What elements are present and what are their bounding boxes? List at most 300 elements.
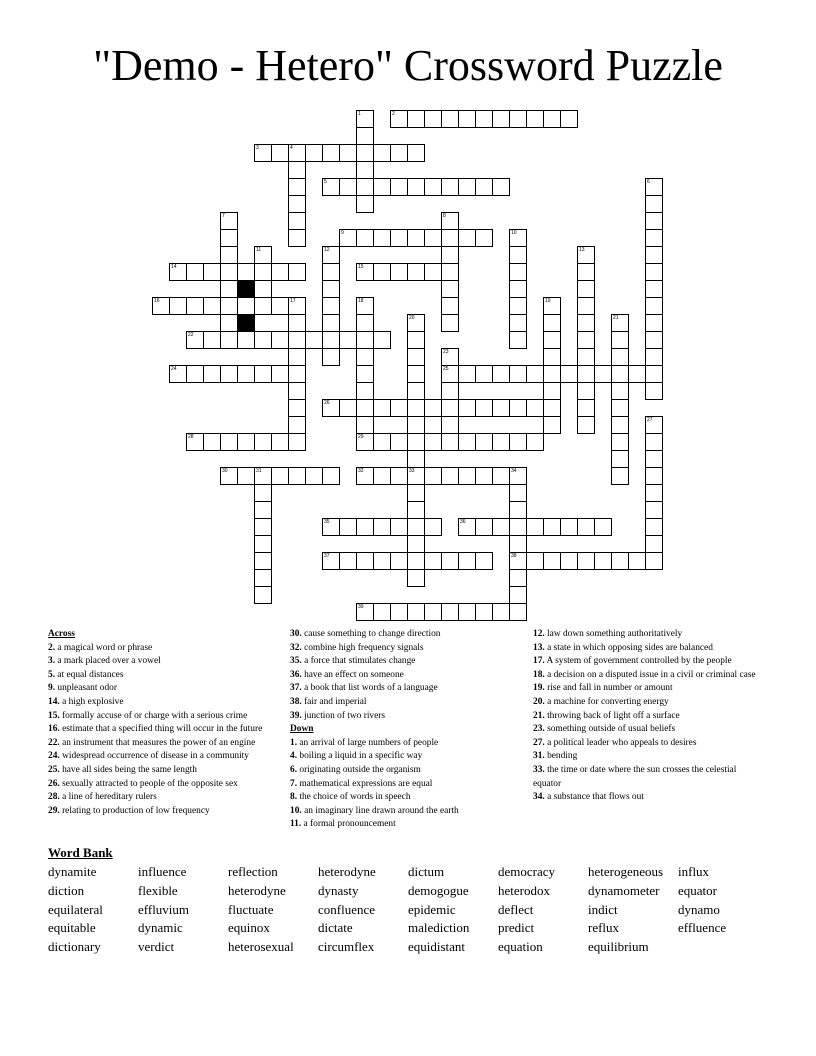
grid-cell[interactable] [492,399,510,417]
grid-cell[interactable] [543,399,561,417]
grid-cell[interactable] [526,552,544,570]
grid-cell[interactable] [322,263,340,281]
grid-cell[interactable] [509,399,527,417]
grid-cell[interactable] [407,433,425,451]
grid-cell[interactable] [424,552,442,570]
grid-cell[interactable] [424,433,442,451]
grid-cell[interactable] [628,365,646,383]
grid-cell[interactable] [254,433,272,451]
grid-cell[interactable] [186,433,204,451]
grid-cell[interactable] [645,246,663,264]
grid-cell[interactable] [305,144,323,162]
grid-cell[interactable] [356,399,374,417]
grid-cell[interactable] [407,382,425,400]
grid-cell[interactable] [509,603,527,621]
grid-cell[interactable] [390,178,408,196]
grid-cell[interactable] [407,416,425,434]
grid-cell[interactable] [475,433,493,451]
grid-cell[interactable] [424,467,442,485]
grid-cell[interactable] [458,399,476,417]
grid-cell[interactable] [407,178,425,196]
grid-cell[interactable] [356,110,374,128]
grid-cell[interactable] [458,365,476,383]
grid-cell[interactable] [543,110,561,128]
grid-cell[interactable] [254,246,272,264]
grid-cell[interactable] [390,229,408,247]
grid-cell[interactable] [305,331,323,349]
grid-cell[interactable] [288,399,306,417]
grid-cell[interactable] [441,263,459,281]
grid-cell[interactable] [611,467,629,485]
grid-cell[interactable] [373,518,391,536]
grid-cell[interactable] [288,314,306,332]
grid-cell[interactable] [645,382,663,400]
grid-cell[interactable] [526,365,544,383]
grid-cell[interactable] [611,450,629,468]
grid-cell[interactable] [288,416,306,434]
grid-cell[interactable] [543,297,561,315]
grid-cell[interactable] [645,552,663,570]
grid-cell[interactable] [288,365,306,383]
grid-cell[interactable] [339,178,357,196]
grid-cell[interactable] [373,552,391,570]
grid-cell[interactable] [628,552,646,570]
grid-cell[interactable] [356,161,374,179]
grid-cell[interactable] [407,484,425,502]
grid-cell[interactable] [509,280,527,298]
grid-cell[interactable] [509,365,527,383]
grid-cell[interactable] [271,365,289,383]
grid-cell[interactable] [407,603,425,621]
grid-cell[interactable] [322,144,340,162]
grid-cell[interactable] [322,331,340,349]
grid-cell[interactable] [407,365,425,383]
grid-cell[interactable] [526,433,544,451]
grid-cell[interactable] [441,399,459,417]
grid-cell[interactable] [390,603,408,621]
grid-cell[interactable] [441,110,459,128]
grid-cell[interactable] [373,229,391,247]
grid-cell[interactable] [254,501,272,519]
grid-cell[interactable] [543,382,561,400]
grid-cell[interactable] [645,280,663,298]
grid-cell[interactable] [186,263,204,281]
grid-cell[interactable] [407,263,425,281]
grid-cell[interactable] [305,467,323,485]
grid-cell[interactable] [645,535,663,553]
grid-cell[interactable] [356,314,374,332]
grid-cell[interactable] [560,518,578,536]
grid-cell[interactable] [458,229,476,247]
grid-cell[interactable] [475,365,493,383]
grid-cell[interactable] [424,110,442,128]
grid-cell[interactable] [492,365,510,383]
grid-cell[interactable] [577,399,595,417]
grid-cell[interactable] [458,552,476,570]
grid-cell[interactable] [645,433,663,451]
grid-cell[interactable] [322,399,340,417]
grid-cell[interactable] [594,518,612,536]
grid-cell[interactable] [271,263,289,281]
grid-cell[interactable] [645,195,663,213]
grid-cell[interactable] [509,552,527,570]
grid-cell[interactable] [169,297,187,315]
grid-cell[interactable] [611,433,629,451]
grid-cell[interactable] [492,467,510,485]
grid-cell[interactable] [611,382,629,400]
grid-cell[interactable] [356,416,374,434]
grid-cell[interactable] [322,552,340,570]
grid-cell[interactable] [288,229,306,247]
grid-cell[interactable] [611,365,629,383]
grid-cell[interactable] [390,110,408,128]
grid-cell[interactable] [441,416,459,434]
grid-cell[interactable] [390,144,408,162]
grid-cell[interactable] [237,433,255,451]
grid-cell[interactable] [543,365,561,383]
grid-cell[interactable] [220,467,238,485]
grid-cell[interactable] [220,263,238,281]
grid-cell[interactable] [254,518,272,536]
grid-cell[interactable] [645,365,663,383]
grid-cell[interactable] [373,144,391,162]
grid-cell[interactable] [492,178,510,196]
grid-cell[interactable] [254,467,272,485]
grid-cell[interactable] [475,178,493,196]
grid-cell[interactable] [220,280,238,298]
grid-cell[interactable] [407,501,425,519]
grid-cell[interactable] [373,331,391,349]
grid-cell[interactable] [288,161,306,179]
grid-cell[interactable] [509,263,527,281]
grid-cell[interactable] [373,263,391,281]
grid-cell[interactable] [407,535,425,553]
grid-cell[interactable] [339,144,357,162]
grid-cell[interactable] [339,399,357,417]
grid-cell[interactable] [237,297,255,315]
grid-cell[interactable] [356,467,374,485]
grid-cell[interactable] [526,518,544,536]
grid-cell[interactable] [645,178,663,196]
grid-cell[interactable] [237,263,255,281]
grid-cell[interactable] [356,263,374,281]
grid-cell[interactable] [611,314,629,332]
grid-cell[interactable] [186,297,204,315]
grid-cell[interactable] [288,144,306,162]
grid-cell[interactable] [407,110,425,128]
grid-cell[interactable] [458,178,476,196]
grid-cell[interactable] [441,229,459,247]
grid-cell[interactable] [186,331,204,349]
grid-cell[interactable] [152,297,170,315]
grid-cell[interactable] [254,484,272,502]
grid-cell[interactable] [288,263,306,281]
grid-cell[interactable] [492,603,510,621]
grid-cell[interactable] [254,365,272,383]
grid-cell[interactable] [356,348,374,366]
grid-cell[interactable] [509,586,527,604]
grid-cell[interactable] [254,552,272,570]
grid-cell[interactable] [254,569,272,587]
grid-cell[interactable] [390,518,408,536]
grid-cell[interactable] [611,331,629,349]
grid-cell[interactable] [220,212,238,230]
grid-cell[interactable] [645,314,663,332]
grid-cell[interactable] [577,314,595,332]
grid-cell[interactable] [356,195,374,213]
grid-cell[interactable] [475,229,493,247]
grid-cell[interactable] [645,450,663,468]
grid-cell[interactable] [203,365,221,383]
grid-cell[interactable] [169,263,187,281]
grid-cell[interactable] [509,297,527,315]
grid-cell[interactable] [441,603,459,621]
grid-cell[interactable] [441,467,459,485]
grid-cell[interactable] [475,603,493,621]
grid-cell[interactable] [407,518,425,536]
grid-cell[interactable] [356,603,374,621]
grid-cell[interactable] [220,246,238,264]
grid-cell[interactable] [577,382,595,400]
grid-cell[interactable] [526,110,544,128]
grid-cell[interactable] [203,297,221,315]
grid-cell[interactable] [339,331,357,349]
grid-cell[interactable] [475,552,493,570]
grid-cell[interactable] [441,280,459,298]
grid-cell[interactable] [356,297,374,315]
grid-cell[interactable] [407,450,425,468]
grid-cell[interactable] [424,229,442,247]
grid-cell[interactable] [509,501,527,519]
grid-cell[interactable] [220,229,238,247]
grid-cell[interactable] [441,433,459,451]
grid-cell[interactable] [407,399,425,417]
grid-cell[interactable] [543,518,561,536]
grid-cell[interactable] [356,382,374,400]
grid-cell[interactable] [254,586,272,604]
grid-cell[interactable] [543,331,561,349]
grid-cell[interactable] [594,552,612,570]
grid-cell[interactable] [645,501,663,519]
grid-cell[interactable] [441,246,459,264]
grid-cell[interactable] [424,518,442,536]
grid-cell[interactable] [288,195,306,213]
grid-cell[interactable] [271,144,289,162]
grid-cell[interactable] [407,144,425,162]
grid-cell[interactable] [577,416,595,434]
grid-cell[interactable] [169,365,187,383]
grid-cell[interactable] [509,246,527,264]
grid-cell[interactable] [645,348,663,366]
grid-cell[interactable] [271,297,289,315]
grid-cell[interactable] [543,416,561,434]
grid-cell[interactable] [441,382,459,400]
grid-cell[interactable] [560,110,578,128]
grid-cell[interactable] [492,518,510,536]
grid-cell[interactable] [339,518,357,536]
grid-cell[interactable] [577,246,595,264]
grid-cell[interactable] [594,365,612,383]
grid-cell[interactable] [577,297,595,315]
grid-cell[interactable] [237,365,255,383]
grid-cell[interactable] [390,467,408,485]
grid-cell[interactable] [407,331,425,349]
grid-cell[interactable] [373,433,391,451]
grid-cell[interactable] [356,127,374,145]
grid-cell[interactable] [645,297,663,315]
grid-cell[interactable] [475,399,493,417]
grid-cell[interactable] [288,331,306,349]
grid-cell[interactable] [441,297,459,315]
grid-cell[interactable] [543,314,561,332]
grid-cell[interactable] [288,297,306,315]
grid-cell[interactable] [407,348,425,366]
grid-cell[interactable] [441,212,459,230]
grid-cell[interactable] [254,331,272,349]
grid-cell[interactable] [288,178,306,196]
grid-cell[interactable] [424,263,442,281]
grid-cell[interactable] [645,484,663,502]
grid-cell[interactable] [509,535,527,553]
grid-cell[interactable] [645,212,663,230]
grid-cell[interactable] [441,552,459,570]
grid-cell[interactable] [577,365,595,383]
grid-cell[interactable] [271,331,289,349]
grid-cell[interactable] [458,110,476,128]
grid-cell[interactable] [390,552,408,570]
grid-cell[interactable] [322,297,340,315]
grid-cell[interactable] [390,433,408,451]
grid-cell[interactable] [322,280,340,298]
grid-cell[interactable] [560,552,578,570]
grid-cell[interactable] [339,552,357,570]
grid-cell[interactable] [441,348,459,366]
grid-cell[interactable] [322,467,340,485]
grid-cell[interactable] [288,382,306,400]
grid-cell[interactable] [322,314,340,332]
grid-cell[interactable] [509,433,527,451]
grid-cell[interactable] [509,569,527,587]
grid-cell[interactable] [271,433,289,451]
grid-cell[interactable] [373,178,391,196]
grid-cell[interactable] [220,297,238,315]
grid-cell[interactable] [373,399,391,417]
grid-cell[interactable] [254,297,272,315]
grid-cell[interactable] [645,467,663,485]
grid-cell[interactable] [441,314,459,332]
grid-cell[interactable] [492,433,510,451]
grid-cell[interactable] [611,416,629,434]
grid-cell[interactable] [203,331,221,349]
grid-cell[interactable] [475,110,493,128]
grid-cell[interactable] [237,331,255,349]
grid-cell[interactable] [407,314,425,332]
grid-cell[interactable] [288,467,306,485]
grid-cell[interactable] [424,178,442,196]
grid-cell[interactable] [543,552,561,570]
grid-cell[interactable] [356,552,374,570]
grid-cell[interactable] [526,399,544,417]
grid-cell[interactable] [254,263,272,281]
grid-cell[interactable] [407,569,425,587]
grid-cell[interactable] [322,246,340,264]
grid-cell[interactable] [577,552,595,570]
grid-cell[interactable] [458,518,476,536]
grid-cell[interactable] [509,229,527,247]
grid-cell[interactable] [611,552,629,570]
grid-cell[interactable] [577,348,595,366]
grid-cell[interactable] [356,433,374,451]
grid-cell[interactable] [203,263,221,281]
grid-cell[interactable] [254,535,272,553]
grid-cell[interactable] [543,348,561,366]
grid-cell[interactable] [322,348,340,366]
grid-cell[interactable] [645,229,663,247]
grid-cell[interactable] [407,467,425,485]
grid-cell[interactable] [390,263,408,281]
grid-cell[interactable] [645,331,663,349]
grid-cell[interactable] [611,348,629,366]
grid-cell[interactable] [203,433,221,451]
grid-cell[interactable] [577,331,595,349]
grid-cell[interactable] [356,178,374,196]
grid-cell[interactable] [322,518,340,536]
grid-cell[interactable] [237,467,255,485]
grid-cell[interactable] [424,399,442,417]
grid-cell[interactable] [288,433,306,451]
grid-cell[interactable] [441,178,459,196]
grid-cell[interactable] [645,518,663,536]
grid-cell[interactable] [356,331,374,349]
grid-cell[interactable] [254,280,272,298]
grid-cell[interactable] [611,399,629,417]
grid-cell[interactable] [373,603,391,621]
grid-cell[interactable] [577,263,595,281]
grid-cell[interactable] [271,467,289,485]
grid-cell[interactable] [356,518,374,536]
grid-cell[interactable] [424,603,442,621]
grid-cell[interactable] [220,365,238,383]
grid-cell[interactable] [407,229,425,247]
grid-cell[interactable] [288,348,306,366]
grid-cell[interactable] [186,365,204,383]
grid-cell[interactable] [577,518,595,536]
grid-cell[interactable] [458,433,476,451]
grid-cell[interactable] [509,484,527,502]
grid-cell[interactable] [560,365,578,383]
grid-cell[interactable] [339,229,357,247]
grid-cell[interactable] [509,314,527,332]
grid-cell[interactable] [458,603,476,621]
grid-cell[interactable] [356,229,374,247]
grid-cell[interactable] [645,263,663,281]
grid-cell[interactable] [220,314,238,332]
grid-cell[interactable] [509,518,527,536]
grid-cell[interactable] [441,365,459,383]
grid-cell[interactable] [509,331,527,349]
grid-cell[interactable] [373,467,391,485]
grid-cell[interactable] [509,110,527,128]
grid-cell[interactable] [475,518,493,536]
grid-cell[interactable] [220,331,238,349]
grid-cell[interactable] [475,467,493,485]
grid-cell[interactable] [322,178,340,196]
grid-cell[interactable] [645,416,663,434]
grid-cell[interactable] [407,552,425,570]
grid-cell[interactable] [356,144,374,162]
grid-cell[interactable] [356,365,374,383]
grid-cell[interactable] [390,399,408,417]
